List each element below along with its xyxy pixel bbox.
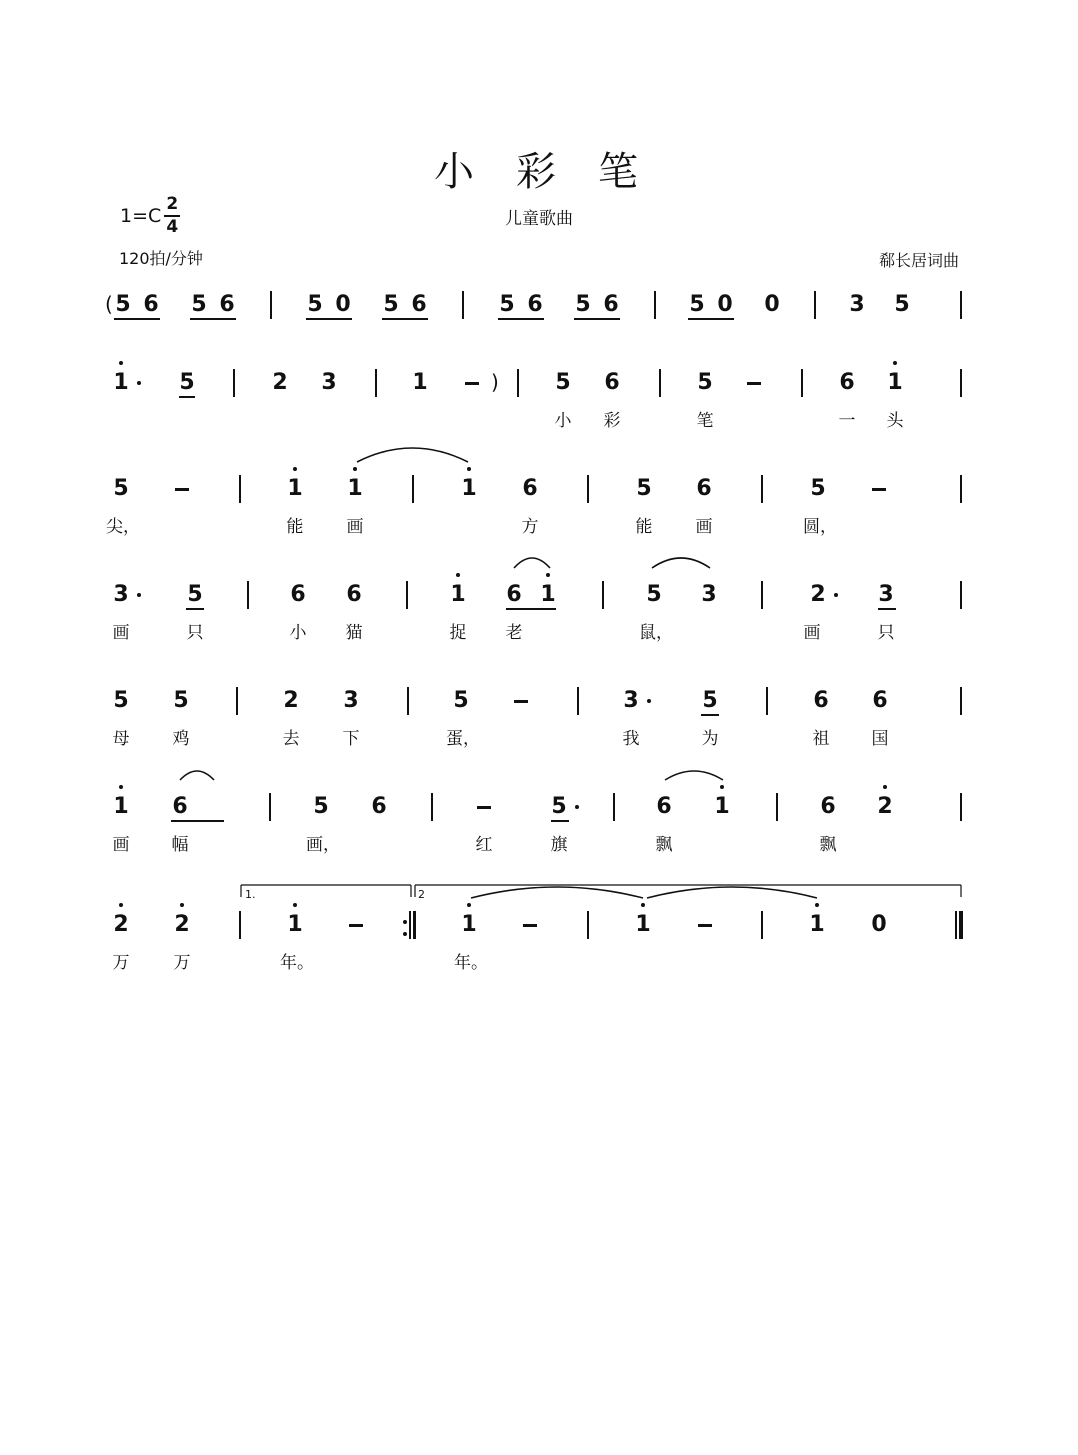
note bbox=[809, 688, 833, 714]
note bbox=[760, 292, 784, 318]
note bbox=[692, 476, 716, 502]
extension-dash bbox=[698, 924, 712, 927]
key-label: 1=C bbox=[120, 205, 162, 227]
lyric: 国 bbox=[871, 729, 889, 749]
rhythm-underline bbox=[190, 318, 236, 320]
lyric: 鼠， bbox=[639, 623, 673, 643]
note bbox=[551, 370, 575, 396]
rhythm-underline bbox=[114, 318, 160, 320]
note bbox=[713, 292, 737, 318]
slur-arc bbox=[514, 558, 550, 568]
note-digit: 5 bbox=[702, 688, 718, 713]
second-ending-bar bbox=[587, 911, 589, 939]
bar-line bbox=[960, 581, 962, 609]
time-top: 2 bbox=[166, 194, 179, 214]
bar-line bbox=[766, 687, 768, 715]
song-title bbox=[0, 140, 1078, 197]
note-digit: 1 bbox=[540, 582, 556, 607]
note bbox=[449, 688, 473, 714]
note-digit: 6 bbox=[656, 794, 672, 819]
augmentation-dot bbox=[834, 593, 838, 597]
lyric: 万 bbox=[112, 953, 130, 973]
lyric: 老 bbox=[505, 623, 523, 643]
note bbox=[183, 582, 207, 608]
lyric: 我 bbox=[622, 729, 640, 749]
note bbox=[343, 476, 367, 502]
lyric: 年。 bbox=[454, 953, 488, 973]
note-digit: 3 bbox=[321, 370, 337, 395]
note-digit: 0 bbox=[717, 292, 733, 317]
note bbox=[283, 476, 307, 502]
octave-dot bbox=[883, 785, 887, 789]
lyric: 只 bbox=[186, 623, 204, 643]
note bbox=[632, 476, 656, 502]
lyric: 圆， bbox=[803, 517, 837, 537]
bar-line bbox=[239, 911, 241, 939]
note bbox=[806, 476, 830, 502]
note bbox=[139, 292, 163, 318]
lyric: 蛋， bbox=[446, 729, 480, 749]
bar-line bbox=[412, 475, 414, 503]
note bbox=[845, 292, 869, 318]
note bbox=[169, 688, 193, 714]
note-digit: 1 bbox=[287, 912, 303, 937]
note bbox=[835, 370, 859, 396]
note-digit: 6 bbox=[371, 794, 387, 819]
note-digit: 1 bbox=[635, 912, 651, 937]
note-digit: 6 bbox=[172, 794, 188, 819]
note bbox=[309, 794, 333, 820]
key-signature bbox=[120, 196, 180, 236]
note-digit: 2 bbox=[810, 582, 826, 607]
note-digit: 5 bbox=[179, 370, 195, 395]
lyric: 画 bbox=[112, 623, 130, 643]
note bbox=[317, 370, 341, 396]
note bbox=[518, 476, 542, 502]
extension-dash bbox=[465, 382, 479, 385]
extension-dash bbox=[349, 924, 363, 927]
bar-line bbox=[239, 475, 241, 503]
rhythm-underline bbox=[878, 608, 896, 610]
bar-line bbox=[761, 475, 763, 503]
lyric: 只 bbox=[877, 623, 895, 643]
extension-dash bbox=[514, 700, 528, 703]
lyric: 旗 bbox=[550, 835, 568, 855]
note-digit: 6 bbox=[411, 292, 427, 317]
note-digit: 6 bbox=[527, 292, 543, 317]
title-char: 彩 bbox=[516, 149, 562, 195]
note bbox=[111, 292, 135, 318]
lyric: 为 bbox=[701, 729, 719, 749]
lyric: 小 bbox=[554, 411, 572, 431]
note bbox=[379, 292, 403, 318]
bar-line bbox=[814, 291, 816, 319]
bar-line bbox=[236, 687, 238, 715]
note-digit: 5 bbox=[453, 688, 469, 713]
note bbox=[685, 292, 709, 318]
note bbox=[367, 794, 391, 820]
lyric: 画 bbox=[346, 517, 364, 537]
lyric: 万 bbox=[173, 953, 191, 973]
note-digit: 5 bbox=[191, 292, 207, 317]
note-digit: 5 bbox=[894, 292, 910, 317]
note-digit: 1 bbox=[450, 582, 466, 607]
note bbox=[283, 912, 307, 938]
lyric: 年。 bbox=[280, 953, 314, 973]
note bbox=[268, 370, 292, 396]
note bbox=[303, 292, 327, 318]
note-digit: 5 bbox=[636, 476, 652, 501]
slur-arc bbox=[652, 558, 710, 568]
note-digit: 1 bbox=[461, 912, 477, 937]
note-digit: 3 bbox=[878, 582, 894, 607]
note-digit: 6 bbox=[346, 582, 362, 607]
note-digit: 1 bbox=[113, 794, 129, 819]
note bbox=[457, 912, 481, 938]
bar-line bbox=[960, 291, 962, 319]
note bbox=[697, 582, 721, 608]
lyric: 捉 bbox=[449, 623, 467, 643]
note-digit: 1 bbox=[809, 912, 825, 937]
rhythm-underline bbox=[701, 714, 719, 716]
slur-arc bbox=[665, 771, 723, 780]
note bbox=[408, 370, 432, 396]
bar-line bbox=[587, 475, 589, 503]
lyric: 小 bbox=[289, 623, 307, 643]
repeat-bar-thin bbox=[409, 911, 411, 939]
lyric: 飘 bbox=[819, 835, 837, 855]
octave-dot bbox=[293, 467, 297, 471]
note bbox=[109, 476, 133, 502]
note-digit: 2 bbox=[877, 794, 893, 819]
note bbox=[806, 582, 830, 608]
lyric: 彩 bbox=[603, 411, 621, 431]
note-digit: 6 bbox=[604, 370, 620, 395]
note-digit: 6 bbox=[219, 292, 235, 317]
rhythm-underline bbox=[171, 820, 224, 822]
note-digit: 5 bbox=[646, 582, 662, 607]
note-digit: 5 bbox=[173, 688, 189, 713]
bar-line bbox=[960, 475, 962, 503]
note bbox=[342, 582, 366, 608]
note-digit: 2 bbox=[113, 912, 129, 937]
note bbox=[868, 688, 892, 714]
lyric: 飘 bbox=[655, 835, 673, 855]
note-digit: 0 bbox=[335, 292, 351, 317]
note-digit: 6 bbox=[290, 582, 306, 607]
note-digit: 5 bbox=[113, 688, 129, 713]
note bbox=[890, 292, 914, 318]
note bbox=[652, 794, 676, 820]
bar-line bbox=[375, 369, 377, 397]
lyric: 猫 bbox=[345, 623, 363, 643]
lyric: 鸡 bbox=[172, 729, 190, 749]
note-digit: 5 bbox=[313, 794, 329, 819]
note-digit: 5 bbox=[575, 292, 591, 317]
final-bar-thin bbox=[955, 911, 957, 939]
note bbox=[109, 582, 133, 608]
note-digit: 6 bbox=[813, 688, 829, 713]
bar-line bbox=[406, 581, 408, 609]
note-digit: 6 bbox=[143, 292, 159, 317]
bar-line bbox=[960, 793, 962, 821]
bar-line bbox=[776, 793, 778, 821]
title-char: 小 bbox=[434, 149, 480, 195]
bar-line bbox=[801, 369, 803, 397]
lyric: 能 bbox=[286, 517, 304, 537]
note bbox=[816, 794, 840, 820]
augmentation-dot bbox=[647, 699, 651, 703]
extension-dash bbox=[477, 806, 491, 809]
note bbox=[883, 370, 907, 396]
rhythm-underline bbox=[506, 608, 556, 610]
note bbox=[215, 292, 239, 318]
note bbox=[187, 292, 211, 318]
second-ending-bar bbox=[761, 911, 763, 939]
octave-dot bbox=[546, 573, 550, 577]
note bbox=[571, 292, 595, 318]
rhythm-underline bbox=[306, 318, 352, 320]
octave-dot bbox=[353, 467, 357, 471]
slur-arc bbox=[357, 448, 468, 462]
note bbox=[495, 292, 519, 318]
note-digit: 3 bbox=[849, 292, 865, 317]
bar-line bbox=[577, 687, 579, 715]
note-digit: 0 bbox=[871, 912, 887, 937]
note bbox=[109, 912, 133, 938]
bar-line bbox=[613, 793, 615, 821]
bar-line bbox=[431, 793, 433, 821]
note bbox=[547, 794, 571, 820]
extension-dash bbox=[747, 382, 761, 385]
note bbox=[502, 582, 526, 608]
note-digit: 1 bbox=[412, 370, 428, 395]
time-bottom: 4 bbox=[166, 217, 179, 237]
note-digit: 1 bbox=[347, 476, 363, 501]
title-char: 笔 bbox=[598, 149, 644, 195]
note-digit: 5 bbox=[499, 292, 515, 317]
octave-dot bbox=[815, 903, 819, 907]
bar-line bbox=[407, 687, 409, 715]
note-digit: 6 bbox=[506, 582, 522, 607]
note bbox=[170, 912, 194, 938]
note-digit: 6 bbox=[820, 794, 836, 819]
octave-dot bbox=[119, 785, 123, 789]
song-genre: 儿童歌曲 bbox=[505, 209, 573, 229]
note-digit: 5 bbox=[383, 292, 399, 317]
lyric: 祖 bbox=[812, 729, 830, 749]
note bbox=[175, 370, 199, 396]
rhythm-underline bbox=[574, 318, 620, 320]
lyric: 幅 bbox=[171, 835, 189, 855]
bar-line bbox=[270, 291, 272, 319]
bar-line bbox=[654, 291, 656, 319]
note-digit: 6 bbox=[696, 476, 712, 501]
note-digit: 6 bbox=[603, 292, 619, 317]
lyric: 一 bbox=[838, 411, 856, 431]
open-paren: ( bbox=[105, 292, 113, 316]
lyric: 母 bbox=[112, 729, 130, 749]
note bbox=[631, 912, 655, 938]
note-digit: 5 bbox=[555, 370, 571, 395]
note-digit: 5 bbox=[689, 292, 705, 317]
bar-line bbox=[960, 369, 962, 397]
volta-1-label: 1. bbox=[245, 888, 256, 901]
note bbox=[536, 582, 560, 608]
bar-line bbox=[462, 291, 464, 319]
note bbox=[805, 912, 829, 938]
note-digit: 5 bbox=[810, 476, 826, 501]
note-digit: 3 bbox=[343, 688, 359, 713]
note bbox=[874, 582, 898, 608]
octave-dot bbox=[641, 903, 645, 907]
octave-dot bbox=[180, 903, 184, 907]
note bbox=[642, 582, 666, 608]
rhythm-underline bbox=[551, 820, 569, 822]
augmentation-dot bbox=[137, 593, 141, 597]
slur-arc bbox=[180, 771, 214, 780]
composer-credit: 郗长居词曲 bbox=[878, 251, 959, 270]
note-digit: 1 bbox=[287, 476, 303, 501]
close-paren: ) bbox=[491, 370, 499, 394]
extension-dash bbox=[523, 924, 537, 927]
note bbox=[331, 292, 355, 318]
lyric: 下 bbox=[342, 729, 360, 749]
note bbox=[698, 688, 722, 714]
note-digit: 5 bbox=[187, 582, 203, 607]
bar-line bbox=[269, 793, 271, 821]
octave-dot bbox=[119, 903, 123, 907]
note bbox=[109, 794, 133, 820]
extension-dash bbox=[175, 488, 189, 491]
note bbox=[339, 688, 363, 714]
octave-dot bbox=[467, 467, 471, 471]
rhythm-underline bbox=[498, 318, 544, 320]
note-digit: 5 bbox=[113, 476, 129, 501]
octave-dot bbox=[119, 361, 123, 365]
note-digit: 2 bbox=[272, 370, 288, 395]
note bbox=[457, 476, 481, 502]
note-digit: 3 bbox=[113, 582, 129, 607]
lyric: 能 bbox=[635, 517, 653, 537]
time-signature bbox=[164, 196, 180, 236]
note bbox=[286, 582, 310, 608]
note-digit: 6 bbox=[839, 370, 855, 395]
note-digit: 5 bbox=[551, 794, 567, 819]
bar-line bbox=[761, 581, 763, 609]
note bbox=[279, 688, 303, 714]
note-digit: 0 bbox=[764, 292, 780, 317]
note bbox=[619, 688, 643, 714]
note bbox=[867, 912, 891, 938]
note bbox=[600, 370, 624, 396]
note bbox=[523, 292, 547, 318]
note bbox=[710, 794, 734, 820]
lyric: 笔 bbox=[696, 411, 714, 431]
augmentation-dot bbox=[575, 805, 579, 809]
lyric: 头 bbox=[886, 411, 904, 431]
bar-line bbox=[247, 581, 249, 609]
note-digit: 6 bbox=[522, 476, 538, 501]
note-digit: 3 bbox=[701, 582, 717, 607]
lyric: 尖， bbox=[106, 517, 140, 537]
augmentation-dot bbox=[137, 381, 141, 385]
slur-arc bbox=[647, 887, 817, 898]
note-digit: 1 bbox=[461, 476, 477, 501]
note bbox=[168, 794, 192, 820]
note-digit: 5 bbox=[697, 370, 713, 395]
note bbox=[109, 688, 133, 714]
slur-arc bbox=[471, 887, 643, 898]
note bbox=[109, 370, 133, 396]
note-digit: 1 bbox=[887, 370, 903, 395]
lyric: 画 bbox=[803, 623, 821, 643]
octave-dot bbox=[893, 361, 897, 365]
repeat-dots bbox=[403, 916, 407, 944]
note-digit: 5 bbox=[307, 292, 323, 317]
repeat-bar-thick bbox=[413, 911, 416, 939]
bar-line bbox=[602, 581, 604, 609]
rhythm-underline bbox=[382, 318, 428, 320]
note-digit: 1 bbox=[714, 794, 730, 819]
bar-line bbox=[960, 687, 962, 715]
note bbox=[446, 582, 470, 608]
lyric: 方 bbox=[521, 517, 539, 537]
octave-dot bbox=[720, 785, 724, 789]
note bbox=[693, 370, 717, 396]
note-digit: 5 bbox=[115, 292, 131, 317]
note bbox=[873, 794, 897, 820]
octave-dot bbox=[456, 573, 460, 577]
note-digit: 3 bbox=[623, 688, 639, 713]
rhythm-underline bbox=[688, 318, 734, 320]
rhythm-underline bbox=[186, 608, 204, 610]
bar-line bbox=[233, 369, 235, 397]
octave-dot bbox=[467, 903, 471, 907]
lyric: 红 bbox=[475, 835, 493, 855]
bar-line bbox=[659, 369, 661, 397]
lyric: 画 bbox=[112, 835, 130, 855]
rhythm-underline bbox=[179, 396, 195, 398]
lyric: 画， bbox=[306, 835, 340, 855]
tempo-marking: 120拍/分钟 bbox=[119, 249, 203, 268]
octave-dot bbox=[293, 903, 297, 907]
volta-2-label: 2 bbox=[418, 888, 425, 901]
extension-dash bbox=[872, 488, 886, 491]
note-digit: 2 bbox=[283, 688, 299, 713]
note-digit: 6 bbox=[872, 688, 888, 713]
bar-line bbox=[517, 369, 519, 397]
lyric: 画 bbox=[695, 517, 713, 537]
note bbox=[407, 292, 431, 318]
note-digit: 2 bbox=[174, 912, 190, 937]
note-digit: 1 bbox=[113, 370, 129, 395]
lyric: 去 bbox=[282, 729, 300, 749]
final-bar-thick bbox=[959, 911, 963, 939]
note bbox=[599, 292, 623, 318]
